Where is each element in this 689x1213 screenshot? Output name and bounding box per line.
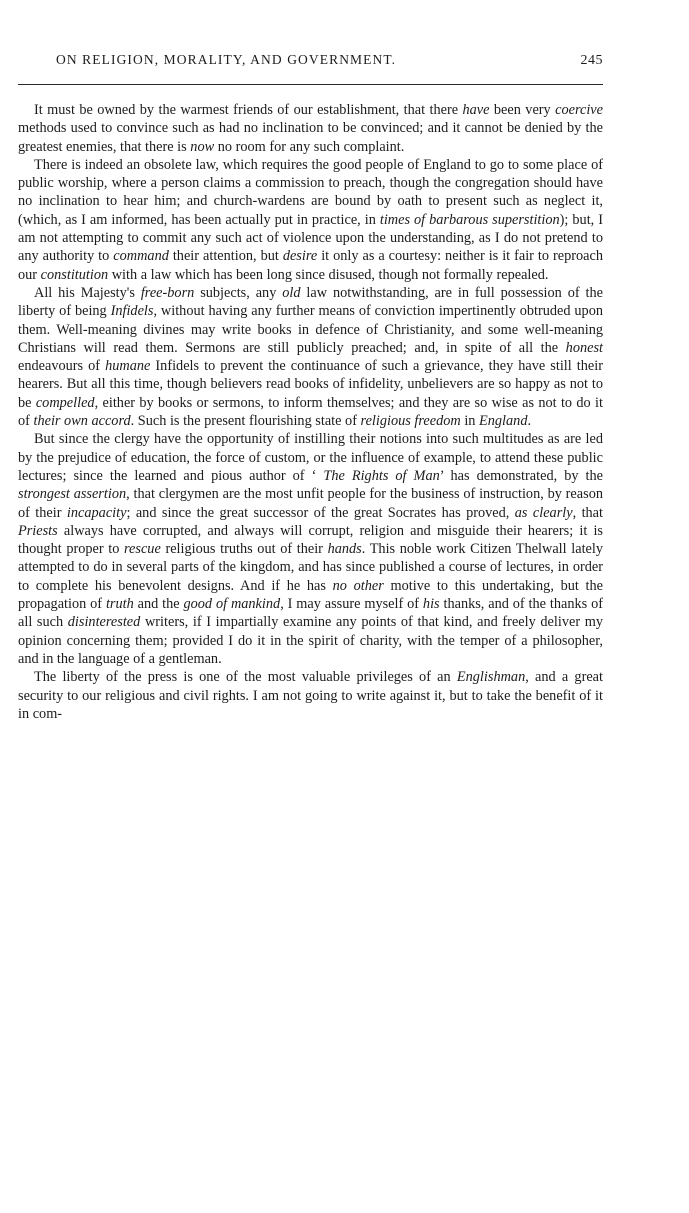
text-run: it only as a courtesy: neither is it fair to reproach our: [18, 248, 603, 283]
italic-run: old: [282, 284, 301, 301]
running-title: ON RELIGION, MORALITY, AND GOVERNMENT.: [56, 52, 397, 67]
text-run: Infidels to prevent the continuance of such a grievance, they have still their hearers. But all this time, though believers read books of infidelity, unbelievers are so happy as not to be: [18, 358, 603, 411]
page-number: 245: [580, 53, 603, 68]
italic-run: constitution: [40, 266, 109, 283]
text-run: been very: [489, 102, 556, 118]
italic-run: incapacity: [66, 504, 127, 521]
text-run: religious truths out of their: [160, 541, 328, 558]
text-run: , I may assure myself of: [280, 596, 423, 613]
paragraph: [18, 156, 603, 284]
italic-run: times of barbarous superstition: [379, 211, 560, 228]
text-run: , either by books or sermons, to inform themselves; and they are so wise as not to do it of: [18, 394, 603, 430]
text-run: subjects, any: [194, 284, 283, 301]
italic-run: strongest assertion: [18, 486, 127, 503]
text-run: The liberty of the press is one of the most valuable privileges of an: [34, 669, 457, 686]
text-run: in: [460, 413, 480, 430]
text-run: , that: [572, 504, 604, 521]
text-run: motive to this undertaking, but the propagation of: [18, 577, 603, 613]
italic-run: hands: [327, 541, 362, 558]
text-run: and the: [133, 596, 184, 613]
text-run: But since the clergy have the opportunity of instilling their notions into such multitudes as are led by the prejudice of education, the force of custom, or the influence of example, to attend these public lectures; since the learned and pious author of ‘: [18, 431, 603, 484]
text-run: , and a great security to our religious and civil rights. I am not going to write against it, but to take the benefit of it in com-: [18, 669, 604, 722]
italic-run: as clearly: [514, 504, 573, 521]
italic-run: Priests: [18, 522, 58, 539]
italic-run: desire: [282, 248, 318, 265]
text-run: no room for any such complaint.: [214, 138, 405, 155]
paragraph: [18, 668, 603, 723]
text-run: with a law which has been long since disused, though not formally repealed.: [108, 266, 549, 283]
text-run: There is indeed an obsolete law, which requires the good people of England to go to some place of public worship, where a person claims a commission to preach, though the congregation should have no inclination to hear him; and church-wardens are bound by oath to present such as neglect it, (which, as I am informed, has been actually put in practice, in: [18, 156, 603, 228]
italic-run: rescue: [124, 541, 161, 558]
italic-run: his: [422, 596, 440, 613]
italic-run: The Rights of Man: [323, 467, 440, 484]
italic-run: no other: [332, 577, 384, 594]
italic-run: good of mankind: [183, 596, 281, 613]
paragraph: [18, 430, 603, 668]
text-run: always have corrupted, and always will corrupt, religion and misguide their hearers; it is thought proper to: [18, 522, 603, 558]
text-run: . Such is the present flourishing state of: [130, 413, 361, 430]
paragraph: [18, 101, 603, 156]
body-text: [18, 101, 603, 723]
italic-run: truth: [105, 596, 134, 613]
header-rule: [18, 84, 603, 85]
text-run: .: [527, 413, 532, 430]
italic-run: disinterested: [67, 614, 141, 631]
text-run: ; and since the great successor of the great Socrates has proved,: [126, 504, 515, 521]
italic-run: Infidels: [110, 303, 154, 320]
text-run: their attention, but: [168, 248, 283, 265]
text-run: thanks, and of the thanks of all such: [18, 596, 603, 631]
text-run: endeavours of: [18, 358, 106, 375]
italic-run: free-born: [140, 284, 195, 301]
running-header: [18, 52, 603, 74]
italic-run: their own accord: [33, 413, 131, 430]
italic-run: coercive: [555, 102, 603, 118]
italic-run: humane: [105, 358, 151, 375]
text-run: All his Majesty's: [34, 284, 141, 301]
text-run: writers, if I impartially examine any points of that kind, and freely deliver my opinion concerning them; provided I do it in the spirit of charity, with the temper of a philosopher, and in the language of a gentleman.: [18, 614, 603, 667]
text-run: It must be owned by the warmest friends of our establishment, that there: [34, 102, 463, 118]
italic-run: Englishman: [456, 669, 526, 686]
italic-run: command: [113, 248, 169, 265]
text-run: methods used to convince such as had no inclination to be convinced; and it cannot be denied by the greatest enemies, that there is: [18, 120, 603, 155]
italic-run: now: [190, 138, 215, 155]
text-run: , that clergymen are the most unfit people for the business of instruction, by reason of their: [18, 486, 603, 521]
text-run: , without having any further means of conviction impertinently obtruded upon them. Well-meaning divines may write books in defence of Christianity, and some well-meaning Christians will read them. Sermons are still publicly preached; and, in spite of all the: [18, 303, 603, 356]
italic-run: compelled: [35, 394, 95, 411]
italic-run: England: [479, 413, 528, 430]
text-run: ); but, I am not attempting to commit any such act of violence upon the understanding, as I do not pretend to any authority to: [18, 211, 603, 265]
italic-run: religious freedom: [360, 413, 461, 430]
italic-run: honest: [565, 339, 603, 356]
italic-run: have: [462, 102, 490, 118]
paragraph: [18, 284, 603, 430]
text-run: . This noble work Citizen Thelwall lately attempted to do in several parts of the kingdom, and has since published a course of lectures, in order to complete his benevolent designs. And if he has: [18, 541, 604, 594]
text-run: ’ has demonstrated, by the: [439, 467, 603, 484]
text-run: law notwithstanding, are in full possession of the liberty of being: [18, 284, 603, 320]
